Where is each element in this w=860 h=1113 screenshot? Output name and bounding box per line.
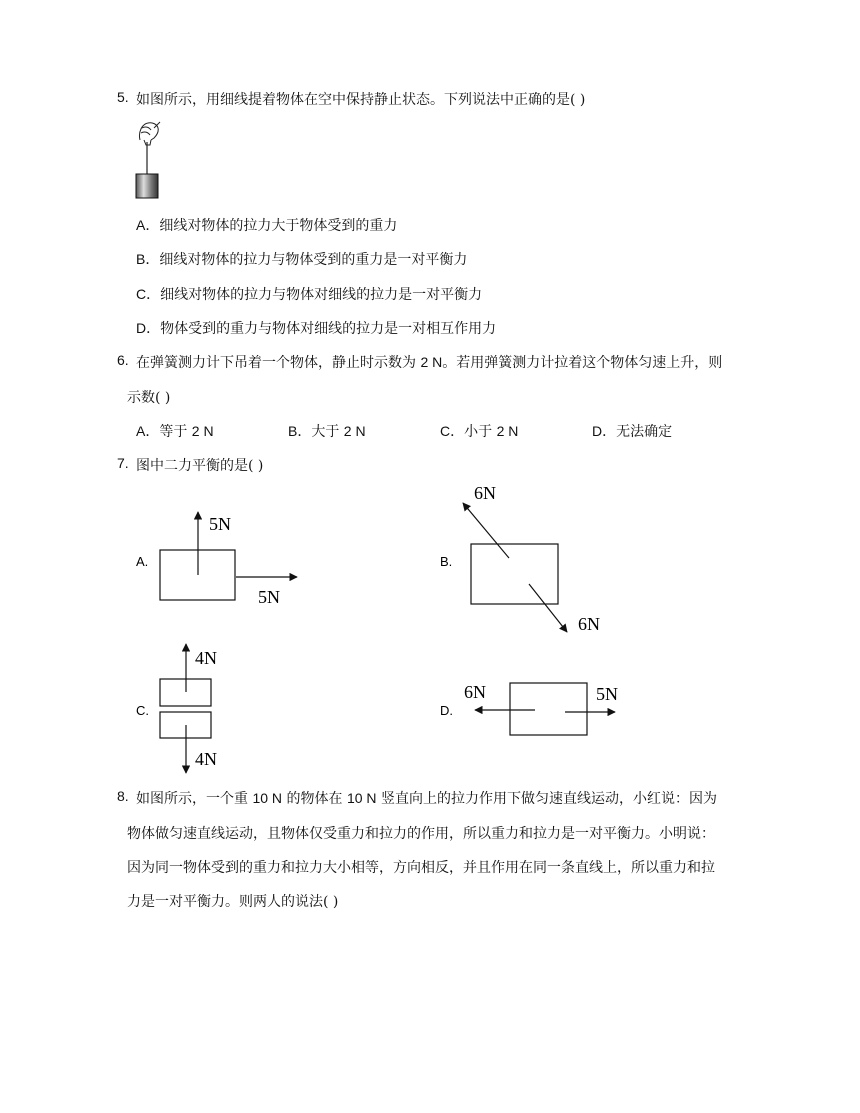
figure-b-label-top: 6N	[474, 483, 496, 503]
q6-number: 6.	[117, 352, 129, 368]
option-letter: B．	[288, 423, 312, 439]
figure-a-label: A.	[136, 554, 149, 569]
q6-text-b: 。若用弹簧测力计拉着这个物体匀速上升，则	[442, 355, 723, 371]
option-value: 2 N	[191, 423, 214, 439]
q8-value-1: 10 N	[252, 790, 283, 806]
option-text: 细线对物体的拉力与物体受到的重力是一对平衡力	[159, 252, 468, 268]
figure-b-box	[471, 544, 558, 604]
option-letter: D．	[592, 423, 617, 439]
q8-number: 8.	[117, 788, 129, 804]
q7-number: 7.	[117, 455, 129, 471]
option-letter: A．	[136, 217, 160, 233]
q8-text-c: 竖直向上的拉力作用下做匀速直线运动，小红说：因为	[380, 791, 717, 807]
option-text: 细线对物体的拉力大于物体受到的重力	[159, 218, 398, 234]
q8-value-2: 10 N	[346, 790, 377, 806]
figure-a-label-right: 5N	[258, 587, 280, 607]
q7-stem: 图中二力平衡的是( )	[136, 458, 264, 474]
option-text: 等于	[159, 424, 188, 440]
figure-a[interactable]	[136, 512, 297, 607]
q8-line2: 物体做匀速直线运动，且物体仅受重力和拉力的作用，所以重力和拉力是一对平衡力。小明说：	[127, 826, 715, 842]
option-letter: B．	[136, 251, 160, 267]
option-text: 小于	[464, 424, 493, 440]
figure-b[interactable]	[440, 483, 600, 634]
q6-stem-line2: 示数( )	[127, 390, 171, 406]
q8-line4: 力是一对平衡力。则两人的说法( )	[127, 894, 339, 910]
q8-line1	[136, 788, 717, 808]
figure-d[interactable]	[440, 682, 618, 735]
figure-d-label-right: 5N	[596, 684, 618, 704]
figure-b-arrow-downright	[529, 584, 567, 632]
figure-a-label-up: 5N	[209, 514, 231, 534]
figure-b-label-bottom: 6N	[578, 614, 600, 634]
figure-c-label: C.	[136, 703, 149, 718]
option-letter: D．	[136, 320, 161, 336]
option-text: 无法确定	[616, 424, 673, 440]
figure-c-label-down: 4N	[195, 749, 217, 769]
figure-c-label-up: 4N	[195, 648, 217, 668]
figure-b-label: B.	[440, 554, 453, 569]
figure-d-label-left: 6N	[464, 682, 486, 702]
q6-text-a: 在弹簧测力计下吊着一个物体，静止时示数为	[136, 355, 416, 371]
q8-text-b: 的物体在	[286, 791, 343, 807]
q8-line3: 因为同一物体受到的重力和拉力大小相等，方向相反，并且作用在同一条直线上，所以重力和拉	[127, 860, 715, 876]
option-letter: A．	[136, 423, 160, 439]
figure-d-box	[510, 683, 587, 735]
option-value: 2 N	[343, 423, 366, 439]
q6-value: 2 N	[420, 354, 443, 370]
q5-number: 5.	[117, 89, 129, 105]
option-letter: C．	[136, 286, 161, 302]
option-text: 物体受到的重力与物体对细线的拉力是一对相互作用力	[160, 321, 497, 337]
figure-b-arrow-upleft	[463, 503, 509, 558]
option-text: 大于	[311, 424, 340, 440]
figure-d-label: D.	[440, 703, 453, 718]
figure-c[interactable]	[136, 644, 217, 773]
option-value: 2 N	[496, 423, 519, 439]
option-text: 细线对物体的拉力与物体对细线的拉力是一对平衡力	[160, 287, 483, 303]
q5-stem: 如图所示，用细线提着物体在空中保持静止状态。下列说法中正确的是( )	[136, 92, 586, 108]
option-letter: C．	[440, 423, 465, 439]
q8-text-a: 如图所示，一个重	[136, 791, 248, 807]
